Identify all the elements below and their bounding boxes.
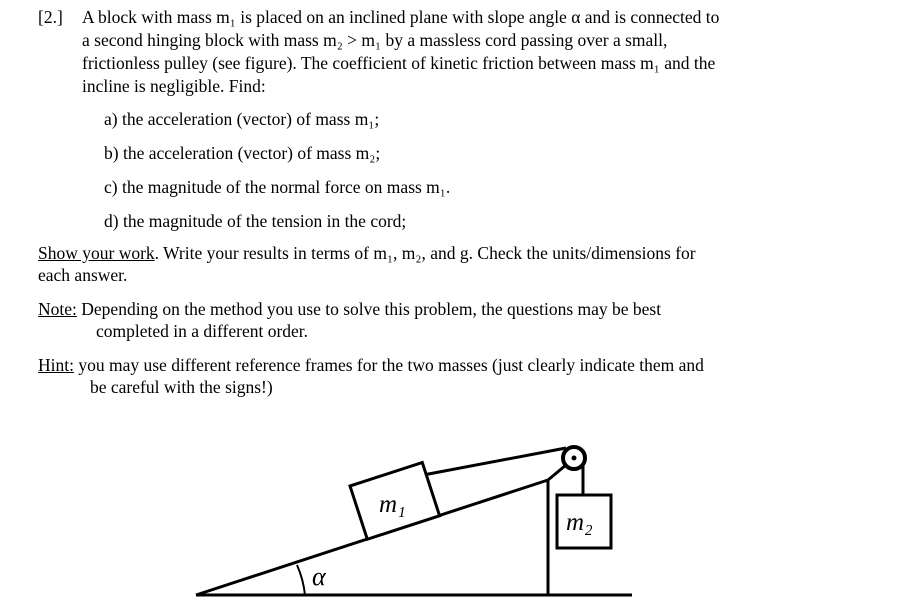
item-b: b) the acceleration (vector) of mass m₂; — [104, 143, 381, 163]
hint-line-2: be careful with the signs!) — [90, 377, 273, 397]
hint-text: you may use different reference frames for the two masses (just clearly indicate them and — [73, 355, 704, 375]
note-label: Note: — [38, 299, 77, 319]
show-work-line-2: each answer. — [38, 265, 128, 285]
note-text: Depending on the method you use to solve this problem, the questions may be best — [76, 299, 662, 319]
item-a: a) the acceleration (vector) of mass m₁; — [104, 109, 380, 129]
statement-line-3: frictionless pulley (see figure). The coefficient of kinetic friction between mass m₁ and the — [82, 53, 716, 73]
statement-line-1: A block with mass m₁ is placed on an inclined plane with slope angle α and is connected to — [82, 7, 720, 27]
problem-number: [2.] — [38, 7, 63, 27]
block-m1-label: m₁ — [379, 491, 406, 518]
show-work-text: . Write your results in terms of m₁, m₂, and g. Check the units/dimensions for — [154, 243, 696, 263]
item-d: d) the magnitude of the tension in the cord; — [104, 211, 407, 231]
hint-label: Hint: — [38, 355, 74, 375]
show-work-label: Show your work — [38, 243, 155, 263]
cord-incline — [418, 448, 566, 476]
angle-label: α — [312, 562, 326, 591]
note-line-2: completed in a different order. — [96, 321, 309, 341]
angle-arc — [297, 565, 305, 595]
item-c: c) the magnitude of the normal force on mass m₁. — [104, 177, 451, 197]
statement-line-4: incline is negligible. Find: — [82, 76, 266, 96]
pulley-axle — [572, 456, 577, 461]
statement-line-2: a second hinging block with mass m₂ > m₁ by a massless cord passing over a small, — [82, 30, 668, 50]
block-m2-label: m₂ — [566, 509, 593, 536]
